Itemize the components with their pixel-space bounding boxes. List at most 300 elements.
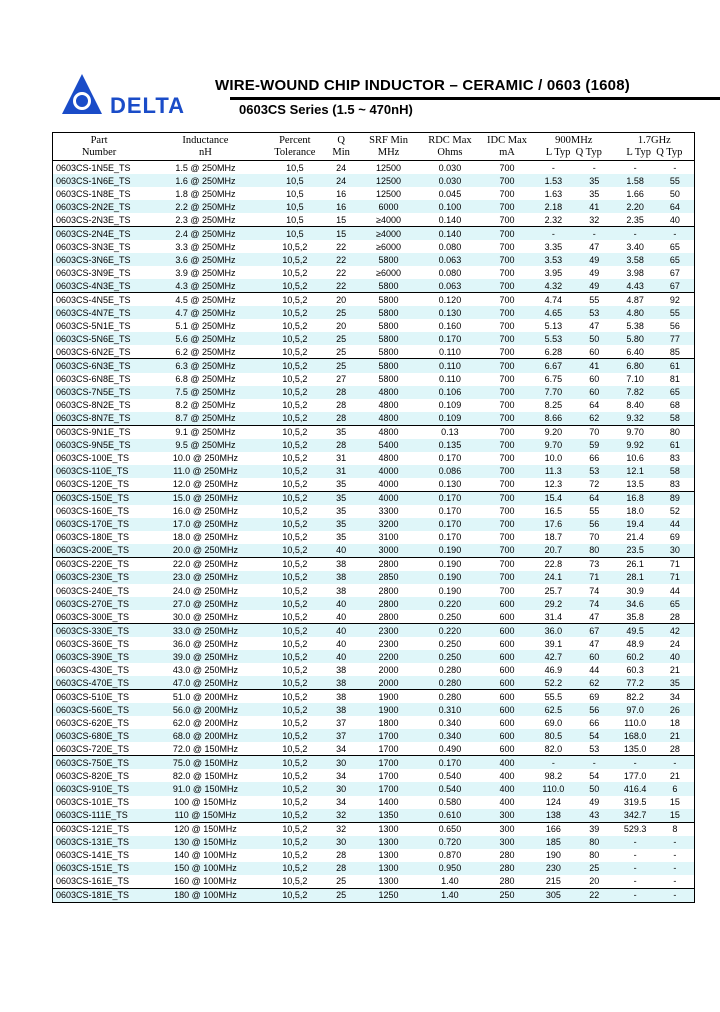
cell-idc-max: 400 — [499, 770, 515, 781]
cell-q-typ-1700: 71 — [656, 557, 695, 571]
cell-tolerance: 10,5,2 — [282, 876, 308, 887]
cell-part-number: 0603CS-6N3E_TS — [53, 359, 146, 373]
cell-part-number: 0603CS-170E_TS — [53, 518, 146, 531]
cell-l-typ-1700: 3.40 — [626, 241, 644, 252]
cell-srf-min: 1300 — [358, 862, 418, 875]
cell-q-min: 38 — [336, 664, 347, 675]
cell-q-typ-1700: 69 — [669, 532, 680, 543]
cell-srf-min: 4000 — [378, 479, 399, 490]
cell-inductance: 51.0 @ 200MHz — [145, 690, 266, 704]
cell-q-min: 30 — [324, 756, 358, 770]
table-row — [53, 425, 695, 439]
cell-q-typ-900: 60 — [589, 374, 600, 385]
cell-q-typ-900: 54 — [574, 729, 615, 742]
cell-srf-min: 12500 — [376, 162, 402, 173]
cell-q-min: 22 — [324, 253, 358, 266]
cell-rdc-max: 0.720 — [419, 836, 481, 849]
cell-tolerance: 10,5,2 — [282, 453, 308, 464]
cell-tolerance: 10,5,2 — [266, 756, 324, 770]
table-body — [53, 161, 695, 903]
cell-q-typ-900: 20 — [589, 876, 600, 887]
cell-tolerance: 10,5,2 — [282, 400, 308, 411]
cell-q-typ-1700: 52 — [669, 506, 680, 517]
cell-idc-max: 600 — [481, 729, 533, 742]
cell-inductance: 27.0 @ 250MHz — [145, 597, 266, 610]
table-row — [53, 531, 695, 544]
cell-idc-max: 700 — [481, 227, 533, 241]
cell-inductance: 9.5 @ 250MHz — [145, 439, 266, 452]
cell-l-typ-1700: 5.38 — [626, 320, 644, 331]
cell-q-typ-900: 35 — [589, 188, 600, 199]
cell-q-typ-1700: 56 — [669, 320, 680, 331]
cell-part-number: 0603CS-240E_TS — [56, 585, 130, 596]
cell-l-typ-900: 7.70 — [533, 386, 574, 399]
table-row — [53, 465, 695, 478]
cell-q-typ-900: 55 — [574, 293, 615, 307]
cell-inductance: 47.0 @ 250MHz — [145, 676, 266, 690]
table-row — [53, 756, 695, 770]
cell-l-typ-1700: - — [633, 850, 637, 861]
table-row — [53, 187, 695, 200]
cell-q-min: 38 — [336, 585, 347, 596]
cell-srf-min: 1350 — [358, 809, 418, 823]
cell-q-min: 28 — [324, 862, 358, 875]
cell-srf-min: 2800 — [358, 597, 418, 610]
cell-q-typ-900: 47 — [589, 320, 600, 331]
cell-q-typ-900: 80 — [574, 836, 615, 849]
table-row — [53, 637, 695, 650]
cell-l-typ-900: 80.5 — [533, 729, 574, 742]
cell-tolerance: 10,5,2 — [266, 386, 324, 399]
cell-srf-min: 4800 — [358, 412, 418, 426]
cell-l-typ-900: 6.28 — [544, 346, 563, 357]
cell-l-typ-900: 5.53 — [533, 332, 574, 345]
cell-q-min: 40 — [336, 638, 347, 649]
cell-tolerance: 10,5,2 — [282, 241, 308, 252]
cell-idc-max: 600 — [481, 650, 533, 663]
cell-idc-max: 300 — [481, 822, 533, 836]
cell-q-min: 35 — [324, 425, 358, 439]
cell-part-number: 0603CS-131E_TS — [53, 836, 146, 849]
cell-inductance: 23.0 @ 250MHz — [145, 571, 266, 584]
cell-rdc-max: 0.106 — [419, 386, 481, 399]
cell-srf-min: 5800 — [358, 359, 418, 373]
cell-srf-min: 4800 — [358, 386, 418, 399]
cell-tolerance: 10,5,2 — [266, 425, 324, 439]
cell-q-typ-900: 56 — [574, 703, 615, 716]
table-row — [53, 200, 695, 213]
cell-tolerance: 10,5,2 — [282, 585, 308, 596]
cell-idc-max: 700 — [499, 320, 515, 331]
cell-q-typ-1700: 55 — [656, 174, 695, 187]
cell-q-typ-1700: 64 — [656, 200, 695, 213]
cell-idc-max: 600 — [499, 743, 515, 754]
cell-l-typ-900: 2.18 — [533, 200, 574, 213]
cell-tolerance: 10,5,2 — [282, 717, 308, 728]
cell-q-min: 25 — [324, 888, 358, 902]
cell-idc-max: 700 — [481, 465, 533, 478]
cell-q-typ-900: 22 — [574, 888, 615, 902]
cell-q-typ-1700: 6 — [656, 782, 695, 795]
table-row — [53, 836, 695, 849]
delta-logo — [60, 72, 210, 116]
cell-inductance: 18.0 @ 250MHz — [172, 532, 239, 543]
cell-q-typ-1700: 21 — [669, 770, 680, 781]
cell-rdc-max: 0.140 — [419, 227, 481, 241]
cell-srf-min: ≥6000 — [376, 241, 402, 252]
cell-srf-min: 1300 — [378, 850, 399, 861]
table-row — [53, 862, 695, 875]
cell-rdc-max: 0.870 — [438, 850, 462, 861]
cell-idc-max: 700 — [481, 425, 533, 439]
cell-srf-min: 6000 — [358, 200, 418, 213]
cell-idc-max: 700 — [481, 386, 533, 399]
cell-l-typ-1700: 168.0 — [615, 729, 656, 742]
cell-l-typ-900: 36.0 — [533, 624, 574, 638]
cell-q-min: 35 — [336, 479, 347, 490]
cell-l-typ-900: 25.7 — [544, 585, 563, 596]
cell-inductance: 3.9 @ 250MHz — [175, 267, 236, 278]
cell-part-number: 0603CS-160E_TS — [56, 506, 130, 517]
cell-q-typ-1700: 40 — [656, 650, 695, 663]
cell-srf-min: 12500 — [376, 188, 402, 199]
cell-l-typ-1700: 60.2 — [615, 650, 656, 663]
table-row — [53, 439, 695, 452]
cell-idc-max: 600 — [481, 690, 533, 704]
cell-q-typ-900: 39 — [574, 822, 615, 836]
cell-tolerance: 10,5,2 — [282, 267, 308, 278]
cell-part-number: 0603CS-270E_TS — [53, 597, 146, 610]
cell-q-min: 20 — [336, 320, 347, 331]
cell-idc-max: 600 — [499, 638, 515, 649]
cell-l-typ-900: - — [533, 756, 574, 770]
cell-q-typ-900: 54 — [589, 770, 600, 781]
cell-idc-max: 700 — [481, 557, 533, 571]
cell-part-number: 0603CS-230E_TS — [53, 571, 146, 584]
cell-idc-max: 700 — [499, 267, 515, 278]
cell-q-typ-1700: 65 — [656, 253, 695, 266]
cell-inductance: 33.0 @ 250MHz — [145, 624, 266, 638]
cell-part-number: 0603CS-3N6E_TS — [53, 253, 146, 266]
spec-table — [52, 132, 695, 903]
cell-tolerance: 10,5 — [266, 174, 324, 187]
cell-l-typ-900: 1.53 — [533, 174, 574, 187]
table-row — [53, 822, 695, 836]
cell-srf-min: 12500 — [358, 174, 418, 187]
cell-srf-min: 4800 — [358, 425, 418, 439]
cell-inductance: 6.8 @ 250MHz — [175, 374, 236, 385]
cell-idc-max: 700 — [499, 400, 515, 411]
cell-tolerance: 10,5,2 — [266, 782, 324, 795]
cell-part-number: 0603CS-2N4E_TS — [53, 227, 146, 241]
cell-q-typ-1700: 61 — [656, 439, 695, 452]
cell-l-typ-900: 4.65 — [533, 306, 574, 319]
cell-idc-max: 700 — [481, 174, 533, 187]
cell-l-typ-1700: 3.98 — [626, 267, 644, 278]
cell-l-typ-1700: 10.6 — [626, 453, 644, 464]
cell-l-typ-1700: 77.2 — [615, 676, 656, 690]
cell-rdc-max: 0.310 — [419, 703, 481, 716]
cell-q-typ-1700: 58 — [656, 412, 695, 426]
table-row — [53, 690, 695, 704]
cell-q-typ-1700: 50 — [669, 188, 680, 199]
cell-rdc-max: 0.190 — [419, 557, 481, 571]
cell-q-min: 35 — [324, 491, 358, 505]
cell-idc-max: 700 — [499, 532, 515, 543]
cell-part-number: 0603CS-1N8E_TS — [56, 188, 131, 199]
cell-part-number: 0603CS-5N1E_TS — [56, 320, 131, 331]
cell-l-typ-1700: 16.8 — [615, 491, 656, 505]
cell-q-min: 30 — [324, 782, 358, 795]
cell-inductance: 1.5 @ 250MHz — [175, 162, 236, 173]
cell-q-min: 25 — [336, 346, 347, 357]
table-row — [53, 266, 695, 279]
cell-q-typ-1700: - — [673, 876, 677, 887]
col-header-part: Part Number — [53, 133, 146, 161]
table-row — [53, 518, 695, 531]
cell-l-typ-1700: 2.20 — [615, 200, 656, 213]
cell-inductance: 3.6 @ 250MHz — [145, 253, 266, 266]
cell-q-min: 16 — [324, 200, 358, 213]
cell-srf-min: 1700 — [378, 743, 399, 754]
cell-q-typ-900: 53 — [574, 465, 615, 478]
cell-q-min: 40 — [336, 611, 347, 622]
cell-q-typ-900: 72 — [589, 479, 600, 490]
cell-l-typ-900: 3.95 — [544, 267, 563, 278]
cell-q-typ-900: 49 — [574, 253, 615, 266]
cell-q-min: 38 — [324, 690, 358, 704]
cell-part-number: 0603CS-101E_TS — [56, 797, 130, 808]
cell-q-min: 32 — [324, 822, 358, 836]
cell-srf-min: 2850 — [358, 571, 418, 584]
table-row — [53, 306, 695, 319]
cell-q-typ-1700: 67 — [656, 279, 695, 293]
cell-srf-min: 1900 — [358, 690, 418, 704]
cell-part-number: 0603CS-360E_TS — [56, 638, 130, 649]
cell-l-typ-1700: 6.40 — [626, 346, 644, 357]
cell-rdc-max: 0.170 — [438, 506, 462, 517]
cell-l-typ-1700: 12.1 — [615, 465, 656, 478]
cell-q-typ-900: 53 — [574, 306, 615, 319]
table-row — [53, 345, 695, 359]
cell-q-min: 28 — [324, 439, 358, 452]
cell-part-number: 0603CS-161E_TS — [56, 876, 130, 887]
cell-inductance: 2.4 @ 250MHz — [145, 227, 266, 241]
cell-inductance: 140 @ 100MHz — [174, 850, 237, 861]
table-row — [53, 849, 695, 862]
cell-srf-min: 2300 — [378, 638, 399, 649]
header-row — [53, 133, 695, 161]
cell-l-typ-1700: - — [633, 162, 637, 173]
table-row — [53, 253, 695, 266]
cell-inductance: 2.2 @ 250MHz — [145, 200, 266, 213]
cell-part-number: 0603CS-150E_TS — [53, 491, 146, 505]
cell-rdc-max: 0.580 — [438, 797, 462, 808]
cell-l-typ-900: 230 — [533, 862, 574, 875]
cell-idc-max: 700 — [481, 306, 533, 319]
cell-l-typ-900: 82.0 — [544, 743, 563, 754]
cell-l-typ-1700: 30.9 — [626, 585, 644, 596]
cell-q-typ-900: 44 — [589, 664, 600, 675]
cell-idc-max: 400 — [481, 756, 533, 770]
cell-q-min: 28 — [324, 386, 358, 399]
col-header-q: Q Min — [324, 133, 358, 161]
cell-q-min: 28 — [336, 850, 347, 861]
cell-q-typ-900: 74 — [574, 597, 615, 610]
cell-rdc-max: 0.135 — [419, 439, 481, 452]
table-row — [53, 174, 695, 187]
cell-inductance: 7.5 @ 250MHz — [145, 386, 266, 399]
col-header-1-7ghz: 1.7GHz L Typ Q Typ — [615, 133, 695, 161]
cell-part-number: 0603CS-8N2E_TS — [56, 400, 131, 411]
cell-tolerance: 10,5,2 — [266, 306, 324, 319]
cell-tolerance: 10,5,2 — [282, 611, 308, 622]
table-row — [53, 557, 695, 571]
cell-q-typ-900: 73 — [574, 557, 615, 571]
cell-q-typ-1700: 44 — [656, 518, 695, 531]
cell-tolerance: 10,5,2 — [266, 703, 324, 716]
cell-l-typ-1700: 13.5 — [626, 479, 644, 490]
cell-l-typ-1700: 4.80 — [615, 306, 656, 319]
cell-tolerance: 10,5 — [286, 162, 304, 173]
cell-l-typ-900: 9.70 — [533, 439, 574, 452]
cell-l-typ-1700: 21.4 — [626, 532, 644, 543]
cell-q-typ-1700: 61 — [656, 359, 695, 373]
cell-l-typ-900: 8.66 — [533, 412, 574, 426]
cell-l-typ-1700: 48.9 — [626, 638, 644, 649]
cell-idc-max: 400 — [481, 782, 533, 795]
cell-rdc-max: 0.080 — [438, 267, 462, 278]
cell-l-typ-900: 305 — [533, 888, 574, 902]
table-row — [53, 359, 695, 373]
cell-part-number: 0603CS-430E_TS — [56, 664, 130, 675]
cell-l-typ-900: 15.4 — [533, 491, 574, 505]
cell-rdc-max: 0.120 — [419, 293, 481, 307]
cell-l-typ-900: 9.20 — [533, 425, 574, 439]
cell-q-typ-900: 25 — [574, 862, 615, 875]
cell-inductance: 6.3 @ 250MHz — [145, 359, 266, 373]
cell-rdc-max: 0.280 — [438, 664, 462, 675]
cell-l-typ-900: 138 — [533, 809, 574, 823]
cell-srf-min: 1300 — [358, 822, 418, 836]
cell-q-typ-1700: 30 — [656, 544, 695, 558]
cell-rdc-max: 0.170 — [419, 756, 481, 770]
cell-l-typ-1700: - — [633, 876, 637, 887]
cell-idc-max: 700 — [481, 293, 533, 307]
cell-part-number: 0603CS-200E_TS — [53, 544, 146, 558]
cell-tolerance: 10,5,2 — [282, 797, 308, 808]
cell-q-typ-900: 49 — [589, 267, 600, 278]
cell-tolerance: 10,5,2 — [282, 374, 308, 385]
cell-q-typ-1700: 15 — [656, 809, 695, 823]
cell-rdc-max: 0.280 — [419, 690, 481, 704]
cell-l-typ-900: 185 — [533, 836, 574, 849]
cell-q-min: 32 — [324, 809, 358, 823]
cell-q-min: 35 — [324, 518, 358, 531]
cell-q-typ-900: 55 — [589, 506, 600, 517]
cell-q-typ-1700: 65 — [669, 241, 680, 252]
cell-idc-max: 600 — [499, 664, 515, 675]
cell-rdc-max: 0.110 — [419, 359, 481, 373]
cell-inductance: 180 @ 100MHz — [145, 888, 266, 902]
brand-name: DELTA — [110, 93, 186, 116]
cell-inductance: 24.0 @ 250MHz — [172, 585, 239, 596]
cell-q-min: 28 — [336, 400, 347, 411]
cell-srf-min: 1700 — [358, 782, 418, 795]
cell-l-typ-900: 166 — [533, 822, 574, 836]
cell-part-number: 0603CS-141E_TS — [56, 850, 130, 861]
cell-srf-min: ≥4000 — [358, 227, 418, 241]
cell-q-typ-1700: - — [656, 862, 695, 875]
cell-l-typ-1700: 7.82 — [615, 386, 656, 399]
cell-part-number: 0603CS-121E_TS — [53, 822, 146, 836]
cell-q-min: 34 — [336, 770, 347, 781]
cell-tolerance: 10,5,2 — [266, 571, 324, 584]
col-header-900mhz: 900MHz L Typ Q Typ — [533, 133, 615, 161]
cell-tolerance: 10,5,2 — [266, 279, 324, 293]
cell-tolerance: 10,5,2 — [266, 544, 324, 558]
cell-tolerance: 10,5,2 — [266, 465, 324, 478]
cell-part-number: 0603CS-1N6E_TS — [53, 174, 146, 187]
cell-part-number: 0603CS-120E_TS — [56, 479, 130, 490]
cell-inductance: 100 @ 150MHz — [174, 797, 237, 808]
cell-l-typ-1700: - — [615, 227, 656, 241]
cell-l-typ-1700: 82.2 — [615, 690, 656, 704]
cell-l-typ-900: 31.4 — [544, 611, 563, 622]
cell-inductance: 17.0 @ 250MHz — [145, 518, 266, 531]
cell-q-typ-1700: - — [673, 162, 677, 173]
table-row — [53, 279, 695, 293]
cell-rdc-max: 0.110 — [439, 374, 461, 385]
cell-l-typ-1700: 4.43 — [615, 279, 656, 293]
cell-inductance: 5.6 @ 250MHz — [145, 332, 266, 345]
cell-inductance: 62.0 @ 200MHz — [172, 717, 239, 728]
cell-idc-max: 700 — [499, 346, 515, 357]
cell-inductance: 4.5 @ 250MHz — [145, 293, 266, 307]
cell-q-min: 34 — [336, 797, 347, 808]
cell-l-typ-1700: 529.3 — [615, 822, 656, 836]
cell-srf-min: 1300 — [358, 836, 418, 849]
cell-inductance: 9.1 @ 250MHz — [145, 425, 266, 439]
cell-q-typ-900: 41 — [574, 200, 615, 213]
table-row — [53, 386, 695, 399]
cell-rdc-max: 0.063 — [419, 279, 481, 293]
cell-tolerance: 10,5,2 — [266, 359, 324, 373]
cell-rdc-max: 0.110 — [439, 346, 461, 357]
col-header-tolerance: Percent Tolerance — [266, 133, 324, 161]
cell-part-number: 0603CS-110E_TS — [53, 465, 146, 478]
cell-part-number: 0603CS-100E_TS — [56, 453, 130, 464]
cell-q-min: 25 — [324, 332, 358, 345]
cell-part-number: 0603CS-750E_TS — [53, 756, 146, 770]
cell-tolerance: 10,5,2 — [282, 320, 308, 331]
cell-q-typ-1700: - — [656, 756, 695, 770]
cell-part-number: 0603CS-180E_TS — [56, 532, 130, 543]
col-header-idc: IDC Max mA — [481, 133, 533, 161]
cell-tolerance: 10,5,2 — [266, 822, 324, 836]
cell-idc-max: 700 — [481, 279, 533, 293]
cell-q-min: 15 — [336, 214, 347, 225]
cell-idc-max: 700 — [481, 491, 533, 505]
cell-srf-min: 1300 — [378, 876, 399, 887]
cell-idc-max: 600 — [481, 703, 533, 716]
cell-tolerance: 10,5,2 — [266, 253, 324, 266]
table-row — [53, 875, 695, 889]
cell-q-typ-1700: 15 — [669, 797, 680, 808]
cell-l-typ-900: 16.5 — [544, 506, 563, 517]
cell-idc-max: 600 — [481, 597, 533, 610]
cell-l-typ-1700: 28.1 — [615, 571, 656, 584]
